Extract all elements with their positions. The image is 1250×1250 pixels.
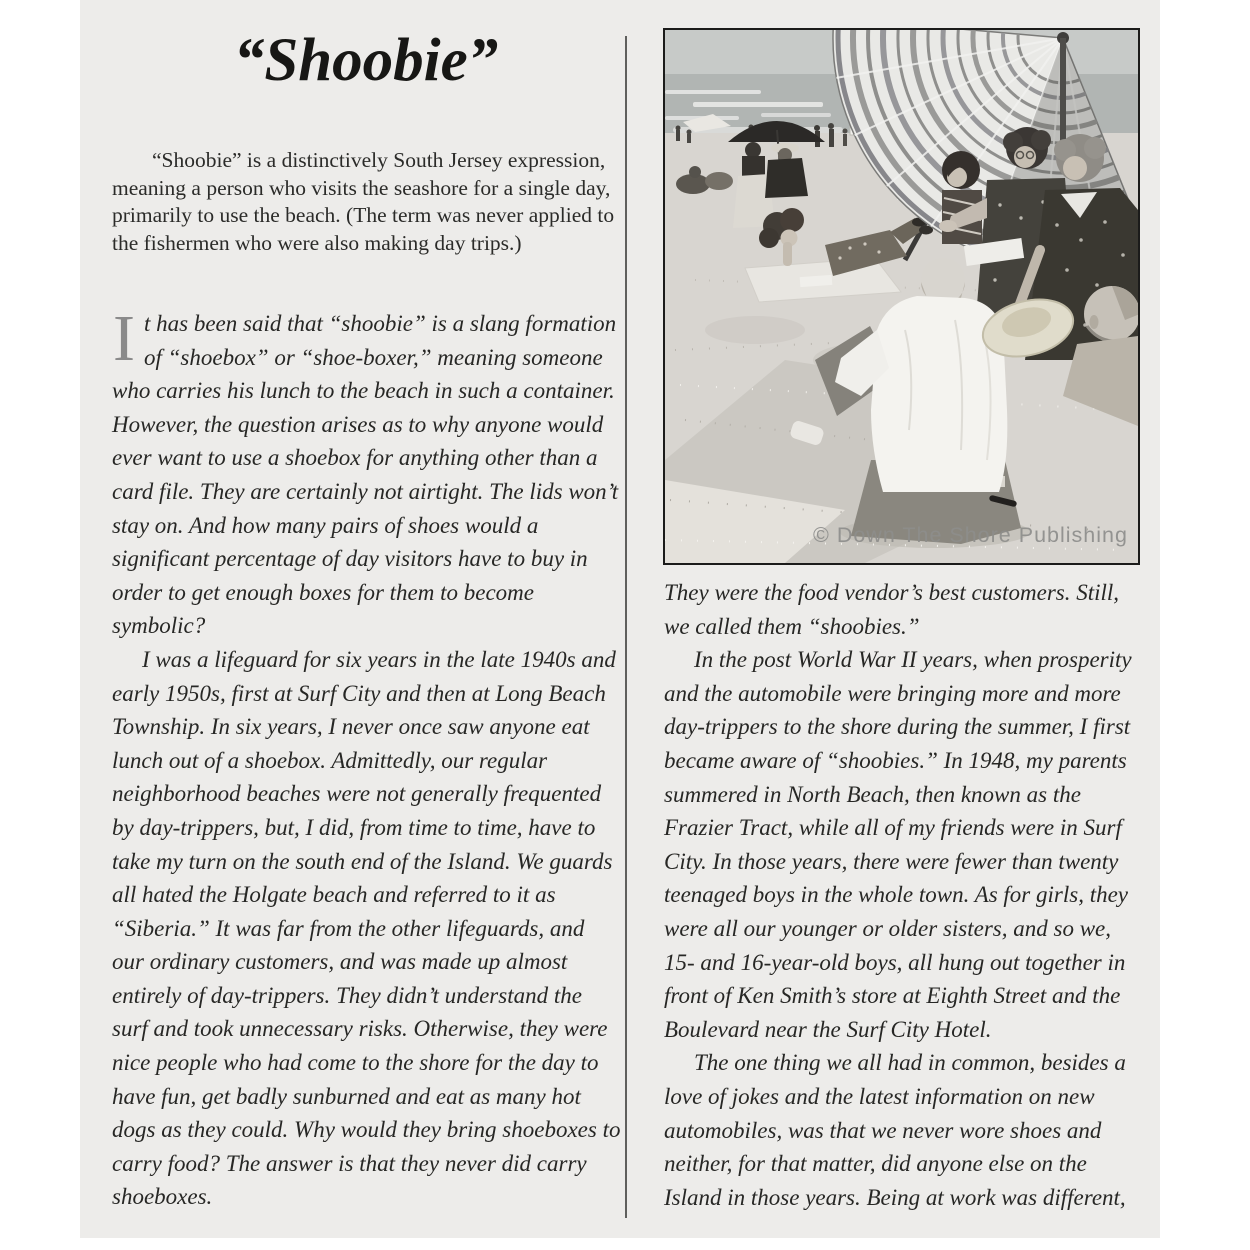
body-paragraph-4: In the post World War II years, when prosperity and the automobile were bringing more and more day-trippers to the shore during the summer, I first became aware of “shoobies.” In 1948, my parents summered in North Beach, then known as the Frazier Tract, while all of my friends were in Surf City. In those years, there were fewer than twenty teenaged boys in the whole town. As for girls, they were all our younger or older sisters, and so we, 15- and 16-year-old boys, all hung out together in front of Ken Smith’s store at Eighth Street and the Boulevard near the Surf City Hotel. — [664, 647, 1132, 1042]
right-column-body — [664, 576, 1141, 1214]
beach-photo — [663, 28, 1140, 565]
drop-cap: I — [113, 302, 135, 375]
body-paragraph-3: They were the food vendor’s best customers. Still, we called them “shoobies.” — [664, 580, 1120, 639]
beach-photo-illustration — [665, 30, 1138, 563]
book-page — [80, 0, 1160, 1238]
left-column-body — [112, 302, 621, 1214]
body-paragraph-1 — [112, 302, 621, 643]
body-paragraph-2: I was a lifeguard for six years in the late 1940s and early 1950s, first at Surf City and then at Long Beach Township. In six years, I never once saw anyone eat lunch out of a shoebox. Admittedly, our regular neighborhood beaches were not generally frequented by day-trippers, but, I did, from time to time, have to take my turn on the south end of the Island. We guards all hated the Holgate beach and referred to it as “Siberia.” It was far from the other lifeguards, and our ordinary customers, and was made up almost entirely of day-trippers. They didn’t understand the surf and took unnecessary risks. Otherwise, they were nice people who had come to the shore for the day to have fun, get badly sunburned and eat as many hot dogs as they could. Why would they bring shoeboxes to carry food? The answer is that they never did carry shoeboxes. — [112, 646, 621, 1210]
body-paragraph-5: The one thing we all had in common, besides a love of jokes and the latest information on new automobiles, was that we never wore shoes and neither, for that matter, did anyone else on the Island in those years. Being at work was different, — [664, 1050, 1126, 1210]
photo-watermark: © Down The Shore Publishing — [813, 523, 1128, 547]
column-divider — [625, 36, 627, 1218]
page-title: “Shoobie” — [233, 27, 499, 94]
intro-paragraph: “Shoobie” is a distinctively South Jersey expression, meaning a person who visits the seashore for a single day, primarily to use the beach. (The term was never applied to the fishermen who were also making day trips.) — [112, 148, 615, 255]
body-paragraph-1-text: t has been said that “shoobie” is a slang formation of “shoebox” or “shoe-boxer,” meaning someone who carries his lunch to the beach in such a container. However, the question arises as to why anyone would ever want to use a shoebox for anything other than a card file. They are certainly not airtight. The lids won’t stay on. And how many pairs of shoes would a significant percentage of day visitors have to buy in order to get enough boxes for them to become symbolic? — [112, 311, 619, 639]
